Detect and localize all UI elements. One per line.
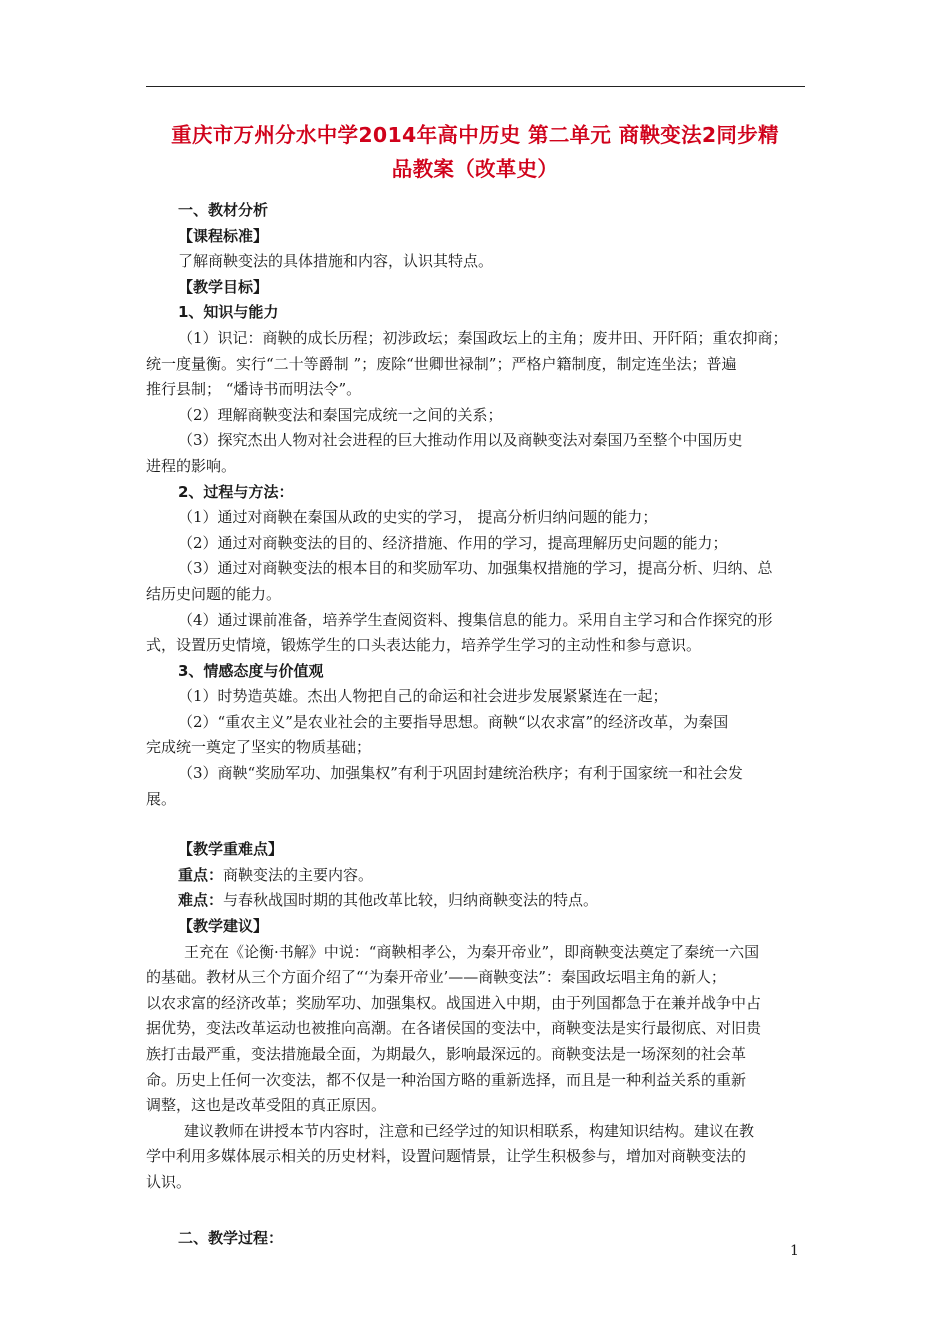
paragraph: 的基础。教材从三个方面介绍了“‘为秦开帝业’——商鞅变法”：秦国政坛唱主角的新人； [146,968,726,987]
title-line-2: 品教案（改革史） [391,157,559,181]
paragraph: 以农求富的经济改革；奖励军功、加强集权。战国进入中期，由于列国都急于在兼并战争中占 [146,993,762,1012]
paragraph: 命。历史上任何一次变法，都不仅是一种治国方略的重新选择，而且是一种利益关系的重新 [146,1070,747,1089]
subheading-key-points: 【教学重难点】 [178,840,284,859]
paragraph: 认识。 [146,1172,192,1191]
paragraph: 展。 [146,789,177,808]
document-title [140,118,810,186]
header-rule [146,86,805,87]
key-point-text: 商鞅变法的主要内容。 [223,865,374,884]
paragraph: 了解商鞅变法的具体措施和内容，认识其特点。 [178,252,494,271]
goal-heading-2: 2、过程与方法： [178,482,294,501]
title-line-1: 重庆市万州分水中学2014年高中历史 第二单元 商鞅变法2同步精 [171,123,779,147]
paragraph: 进程的影响。 [146,456,237,475]
paragraph: 式，设置历史情境，锻炼学生的口头表达能力，培养学生学习的主动性和参与意识。 [146,636,702,655]
paragraph: （1）通过对商鞅在秦国从政的史实的学习， 提高分析归纳问题的能力； [178,508,658,527]
paragraph: （2）理解商鞅变法和秦国完成统一之间的关系； [178,405,503,424]
paragraph: （2）通过对商鞅变法的目的、经济措施、作用的学习，提高理解历史问题的能力； [178,533,728,552]
page-number: 1 [790,1243,799,1259]
paragraph: 王充在《论衡·书解》中说：“商鞅相孝公，为秦开帝业”，即商鞅变法奠定了秦统一六国 [184,942,760,961]
paragraph: 推行县制； “燔诗书而明法令”。 [146,380,362,399]
spacer [146,812,808,837]
paragraph: 统一度量衡。实行“二十等爵制 ”；废除“世卿世禄制”；严格户籍制度，制定连坐法；普遍 [146,354,737,373]
spacer [146,1196,808,1226]
subheading-goals: 【教学目标】 [178,277,269,296]
paragraph: 据优势，变法改革运动也被推向高潮。在各诸侯国的变法中，商鞅变法是实行最彻底、对旧贵 [146,1019,762,1038]
document-body [146,198,808,1251]
goal-heading-1: 1、知识与能力 [178,303,279,322]
paragraph: （3）商鞅“奖励军功、加强集权”有利于巩固封建统治秩序；有利于国家统一和社会发 [178,764,743,783]
goal-heading-3: 3、情感态度与价值观 [178,661,324,680]
paragraph: 完成统一奠定了坚实的物质基础； [146,738,372,757]
paragraph: 结历史问题的能力。 [146,584,282,603]
difficulty-line [146,888,808,914]
section-heading-2: 二、教学过程： [178,1228,284,1247]
subheading-suggestions: 【教学建议】 [178,917,269,936]
paragraph: 调整，这也是改革受阻的真正原因。 [146,1096,387,1115]
paragraph: 建议教师在讲授本节内容时，注意和已经学过的知识相联系，构建知识结构。建议在教 [184,1121,755,1140]
section-heading-1: 一、教材分析 [178,201,269,219]
difficulty-label: 难点： [178,891,224,910]
paragraph: （4）通过课前准备，培养学生查阅资料、搜集信息的能力。采用自主学习和合作探究的形 [178,610,773,629]
paragraph: （1）识记：商鞅的成长历程；初涉政坛；秦国政坛上的主角；废井田、开阡陌；重农抑商； [178,328,788,347]
paragraph: （2）“重农主义”是农业社会的主要指导思想。商鞅“以农求富”的经济改革，为秦国 [178,712,729,731]
key-point-line [146,863,808,889]
difficulty-text: 与春秋战国时期的其他改革比较，归纳商鞅变法的特点。 [223,891,599,910]
paragraph: （3）探究杰出人物对社会进程的巨大推动作用以及商鞅变法对秦国乃至整个中国历史 [178,431,743,450]
paragraph: 学中利用多媒体展示相关的历史材料，设置问题情景，让学生积极参与，增加对商鞅变法的 [146,1147,747,1166]
paragraph: （3）通过对商鞅变法的根本目的和奖励军功、加强集权措施的学习，提高分析、归纳、总 [178,559,773,578]
key-point-label: 重点： [178,865,224,884]
paragraph: （1）时势造英雄。杰出人物把自己的命运和社会进步发展紧紧连在一起； [178,687,668,706]
subheading-curriculum: 【课程标准】 [178,226,269,245]
paragraph: 族打击最严重，变法措施最全面，为期最久，影响最深远的。商鞅变法是一场深刻的社会革 [146,1045,747,1063]
